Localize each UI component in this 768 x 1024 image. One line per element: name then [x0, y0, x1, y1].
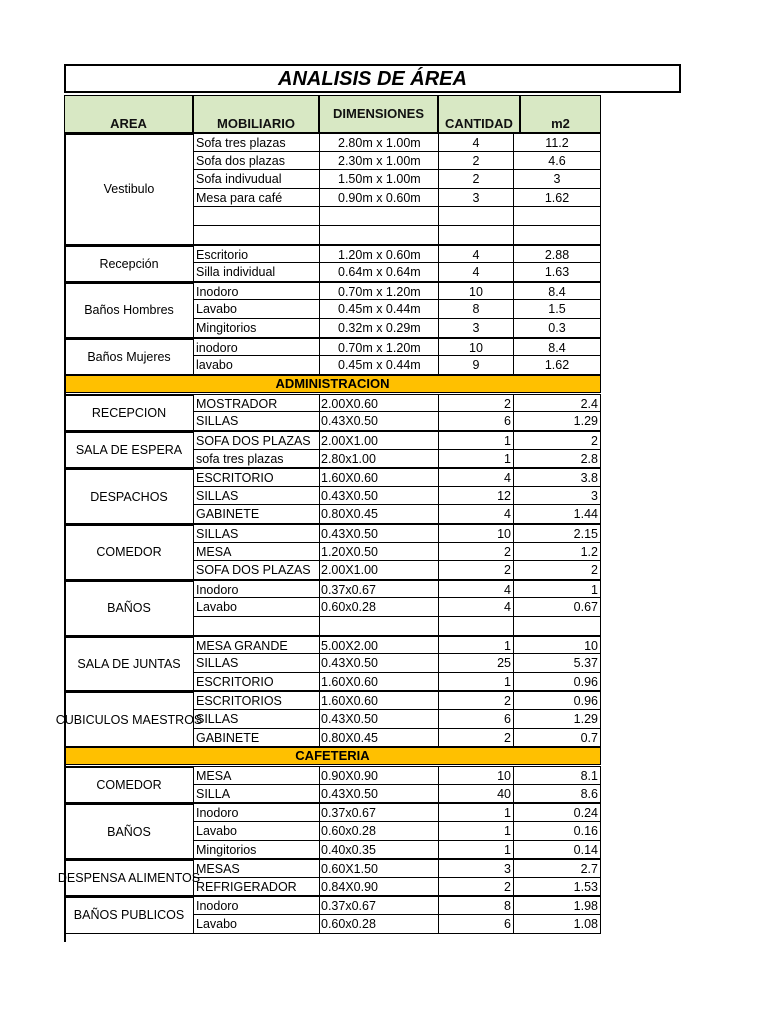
table-row — [193, 412, 601, 431]
area-label: BAÑOS — [64, 803, 193, 859]
cell-dimensiones: 0.80X0.45 — [319, 505, 438, 523]
cell-mobiliario: sofa tres plazas — [193, 450, 319, 468]
cell-cantidad: 2 — [438, 543, 513, 561]
cell-dimensiones: 0.40x0.35 — [319, 841, 438, 859]
table-row — [193, 803, 601, 822]
cell-dimensiones: 0.45m x 0.44m — [319, 300, 438, 318]
cell-dimensiones: 0.60x0.28 — [319, 598, 438, 616]
cell-m2: 0.3 — [513, 319, 601, 337]
cell-mobiliario: Lavabo — [193, 598, 319, 616]
table-row — [193, 394, 601, 413]
table-row — [193, 170, 601, 189]
cell-dimensiones: 0.60X1.50 — [319, 860, 438, 877]
cell-mobiliario: Sofa indivudual — [193, 170, 319, 188]
header-m2: m2 — [520, 95, 601, 133]
table-row — [193, 766, 601, 785]
cell-m2: 0.96 — [513, 692, 601, 709]
cell-dimensiones: 1.20X0.50 — [319, 543, 438, 561]
cell-mobiliario: Inodoro — [193, 581, 319, 598]
cell-m2: 0.67 — [513, 598, 601, 616]
cell-cantidad: 4 — [438, 263, 513, 281]
cell-cantidad: 25 — [438, 654, 513, 672]
left-border — [64, 133, 66, 942]
table-row — [193, 263, 601, 282]
table-row — [193, 896, 601, 915]
area-label: CUBICULOS MAESTROS — [64, 691, 193, 747]
table-row — [193, 617, 601, 636]
cell-dimensiones: 1.20m x 0.60m — [319, 246, 438, 263]
cell-cantidad: 1 — [438, 673, 513, 691]
cell-cantidad: 8 — [438, 300, 513, 318]
cell-m2: 8.4 — [513, 339, 601, 356]
cell-m2: 1.29 — [513, 412, 601, 430]
cell-dimensiones: 0.43X0.50 — [319, 654, 438, 672]
cell-mobiliario: Mesa para café — [193, 189, 319, 207]
cell-m2: 2.88 — [513, 246, 601, 263]
table-row — [193, 822, 601, 841]
cell-mobiliario: lavabo — [193, 356, 319, 374]
cell-mobiliario: SILLA — [193, 785, 319, 803]
cell-cantidad: 10 — [438, 283, 513, 300]
table-row — [193, 598, 601, 617]
header-dimensiones: DIMENSIONES — [319, 95, 438, 133]
cell-m2: 1 — [513, 581, 601, 598]
cell-dimensiones: 5.00X2.00 — [319, 637, 438, 654]
cell-mobiliario: ESCRITORIO — [193, 673, 319, 691]
cell-mobiliario: Inodoro — [193, 804, 319, 821]
cell-mobiliario: Inodoro — [193, 283, 319, 300]
cell-dimensiones: 0.90m x 0.60m — [319, 189, 438, 207]
cell-cantidad: 2 — [438, 170, 513, 188]
cell-dimensiones: 0.64m x 0.64m — [319, 263, 438, 281]
cell-cantidad: 1 — [438, 450, 513, 468]
cell-m2: 3 — [513, 487, 601, 505]
cell-mobiliario: SILLAS — [193, 412, 319, 430]
table-row — [193, 226, 601, 245]
cell-m2: 5.37 — [513, 654, 601, 672]
cell-dimensiones: 0.43X0.50 — [319, 710, 438, 728]
table-row — [193, 431, 601, 450]
area-label: DESPENSA ALIMENTOS — [64, 859, 193, 896]
cell-mobiliario: GABINETE — [193, 505, 319, 523]
cell-mobiliario: SOFA DOS PLAZAS — [193, 432, 319, 449]
cell-m2: 8.6 — [513, 785, 601, 803]
table-row — [193, 505, 601, 524]
cell-m2: 1.5 — [513, 300, 601, 318]
cell-dimensiones: 1.60X0.60 — [319, 673, 438, 691]
cell-mobiliario — [193, 226, 319, 244]
section-header: CAFETERIA — [64, 747, 601, 765]
table-row — [193, 710, 601, 729]
cell-dimensiones: 0.43X0.50 — [319, 487, 438, 505]
cell-dimensiones: 0.84X0.90 — [319, 878, 438, 896]
cell-dimensiones: 2.00X1.00 — [319, 561, 438, 579]
area-label: Baños Mujeres — [64, 338, 193, 375]
cell-dimensiones: 0.80X0.45 — [319, 729, 438, 747]
cell-dimensiones: 2.00X0.60 — [319, 395, 438, 412]
area-label: SALA DE ESPERA — [64, 431, 193, 468]
cell-dimensiones: 0.70m x 1.20m — [319, 283, 438, 300]
table-row — [193, 859, 601, 878]
cell-mobiliario — [193, 207, 319, 225]
cell-m2: 8.4 — [513, 283, 601, 300]
table-row — [193, 319, 601, 338]
cell-cantidad: 1 — [438, 822, 513, 840]
cell-dimensiones: 0.37x0.67 — [319, 581, 438, 598]
cell-mobiliario: Sofa dos plazas — [193, 152, 319, 170]
cell-m2: 8.1 — [513, 767, 601, 784]
cell-cantidad: 9 — [438, 356, 513, 374]
table-row — [193, 338, 601, 357]
cell-dimensiones: 0.32m x 0.29m — [319, 319, 438, 337]
cell-cantidad: 4 — [438, 581, 513, 598]
cell-mobiliario: Inodoro — [193, 897, 319, 914]
area-label: Recepción — [64, 245, 193, 282]
table-row — [193, 356, 601, 375]
table-row — [193, 300, 601, 319]
cell-dimensiones: 0.60x0.28 — [319, 822, 438, 840]
cell-mobiliario: Sofa tres plazas — [193, 134, 319, 151]
table-row — [193, 691, 601, 710]
table-row — [193, 729, 601, 748]
section-header: ADMINISTRACION — [64, 375, 601, 393]
cell-cantidad: 12 — [438, 487, 513, 505]
cell-mobiliario: Mingitorios — [193, 841, 319, 859]
cell-dimensiones: 1.50m x 1.00m — [319, 170, 438, 188]
cell-mobiliario: Lavabo — [193, 915, 319, 933]
table-row — [193, 543, 601, 562]
cell-dimensiones: 0.90X0.90 — [319, 767, 438, 784]
cell-mobiliario: ESCRITORIOS — [193, 692, 319, 709]
cell-m2: 0.7 — [513, 729, 601, 747]
cell-m2: 2.4 — [513, 395, 601, 412]
cell-cantidad — [438, 226, 513, 244]
table-row — [193, 450, 601, 469]
cell-m2: 1.62 — [513, 189, 601, 207]
cell-dimensiones: 2.80x1.00 — [319, 450, 438, 468]
cell-mobiliario: MOSTRADOR — [193, 395, 319, 412]
cell-cantidad: 4 — [438, 598, 513, 616]
table-row — [193, 561, 601, 580]
cell-m2: 0.14 — [513, 841, 601, 859]
cell-m2: 1.53 — [513, 878, 601, 896]
cell-cantidad: 4 — [438, 134, 513, 151]
cell-mobiliario: inodoro — [193, 339, 319, 356]
cell-mobiliario: Escritorio — [193, 246, 319, 263]
area-label: DESPACHOS — [64, 468, 193, 524]
cell-mobiliario: REFRIGERADOR — [193, 878, 319, 896]
area-label: Baños Hombres — [64, 282, 193, 338]
cell-cantidad: 1 — [438, 432, 513, 449]
cell-m2: 2 — [513, 432, 601, 449]
cell-dimensiones: 1.60X0.60 — [319, 469, 438, 486]
cell-dimensiones: 0.43X0.50 — [319, 525, 438, 542]
table-row — [193, 524, 601, 543]
cell-mobiliario: Lavabo — [193, 300, 319, 318]
cell-cantidad: 4 — [438, 246, 513, 263]
cell-cantidad: 2 — [438, 152, 513, 170]
cell-cantidad: 2 — [438, 692, 513, 709]
cell-mobiliario: Lavabo — [193, 822, 319, 840]
cell-mobiliario: MESA — [193, 767, 319, 784]
cell-cantidad: 6 — [438, 915, 513, 933]
cell-cantidad: 10 — [438, 525, 513, 542]
cell-m2: 4.6 — [513, 152, 601, 170]
cell-m2: 1.2 — [513, 543, 601, 561]
table-row — [193, 915, 601, 934]
cell-mobiliario: Mingitorios — [193, 319, 319, 337]
cell-m2: 1.98 — [513, 897, 601, 914]
cell-cantidad: 4 — [438, 469, 513, 486]
area-label: BAÑOS — [64, 580, 193, 636]
cell-dimensiones: 2.00X1.00 — [319, 432, 438, 449]
header-cantidad: CANTIDAD — [438, 95, 520, 133]
cell-m2: 2 — [513, 561, 601, 579]
cell-cantidad: 6 — [438, 710, 513, 728]
cell-m2 — [513, 617, 601, 635]
cell-cantidad: 1 — [438, 804, 513, 821]
table-row — [193, 785, 601, 804]
area-label: RECEPCION — [64, 394, 193, 431]
cell-mobiliario: GABINETE — [193, 729, 319, 747]
cell-dimensiones: 0.70m x 1.20m — [319, 339, 438, 356]
cell-dimensiones: 0.43X0.50 — [319, 785, 438, 803]
table-row — [193, 189, 601, 208]
cell-dimensiones: 0.45m x 0.44m — [319, 356, 438, 374]
cell-m2: 2.8 — [513, 450, 601, 468]
cell-cantidad: 6 — [438, 412, 513, 430]
table-row — [193, 673, 601, 692]
cell-mobiliario: Silla individual — [193, 263, 319, 281]
cell-dimensiones — [319, 617, 438, 635]
table-row — [193, 654, 601, 673]
table-row — [193, 487, 601, 506]
cell-cantidad: 2 — [438, 561, 513, 579]
cell-dimensiones — [319, 207, 438, 225]
cell-m2: 0.24 — [513, 804, 601, 821]
area-label: BAÑOS PUBLICOS — [64, 896, 193, 933]
cell-m2: 3 — [513, 170, 601, 188]
cell-cantidad: 2 — [438, 729, 513, 747]
cell-cantidad: 2 — [438, 878, 513, 896]
cell-mobiliario: MESA GRANDE — [193, 637, 319, 654]
cell-mobiliario: SOFA DOS PLAZAS — [193, 561, 319, 579]
cell-cantidad: 3 — [438, 319, 513, 337]
cell-mobiliario: SILLAS — [193, 525, 319, 542]
cell-dimensiones: 2.80m x 1.00m — [319, 134, 438, 151]
cell-dimensiones: 2.30m x 1.00m — [319, 152, 438, 170]
table-row — [193, 207, 601, 226]
area-label: COMEDOR — [64, 524, 193, 580]
cell-m2: 1.62 — [513, 356, 601, 374]
cell-cantidad — [438, 207, 513, 225]
cell-m2: 2.15 — [513, 525, 601, 542]
cell-mobiliario — [193, 617, 319, 635]
header-mobiliario: MOBILIARIO — [193, 95, 319, 133]
area-label: COMEDOR — [64, 766, 193, 803]
cell-cantidad: 10 — [438, 339, 513, 356]
cell-m2: 0.96 — [513, 673, 601, 691]
cell-m2: 0.16 — [513, 822, 601, 840]
header-area: AREA — [64, 95, 193, 133]
table-row — [193, 468, 601, 487]
table-row — [193, 636, 601, 655]
cell-mobiliario: SILLAS — [193, 710, 319, 728]
cell-cantidad: 1 — [438, 637, 513, 654]
cell-m2: 11.2 — [513, 134, 601, 151]
cell-cantidad: 2 — [438, 395, 513, 412]
cell-m2: 10 — [513, 637, 601, 654]
cell-cantidad: 8 — [438, 897, 513, 914]
cell-m2 — [513, 207, 601, 225]
area-label: SALA DE JUNTAS — [64, 636, 193, 692]
cell-cantidad: 3 — [438, 189, 513, 207]
cell-mobiliario: ESCRITORIO — [193, 469, 319, 486]
cell-mobiliario: MESA — [193, 543, 319, 561]
table-row — [193, 152, 601, 171]
cell-dimensiones — [319, 226, 438, 244]
cell-dimensiones: 0.37x0.67 — [319, 897, 438, 914]
table-row — [193, 133, 601, 152]
cell-dimensiones: 0.37x0.67 — [319, 804, 438, 821]
cell-dimensiones: 0.43X0.50 — [319, 412, 438, 430]
cell-cantidad: 4 — [438, 505, 513, 523]
table-row — [193, 841, 601, 860]
cell-dimensiones: 1.60X0.60 — [319, 692, 438, 709]
cell-m2: 1.63 — [513, 263, 601, 281]
cell-m2: 1.29 — [513, 710, 601, 728]
cell-m2 — [513, 226, 601, 244]
page-title: ANALISIS DE ÁREA — [64, 64, 681, 93]
table-row — [193, 580, 601, 599]
table-row — [193, 282, 601, 301]
area-label: Vestibulo — [64, 133, 193, 245]
cell-m2: 3.8 — [513, 469, 601, 486]
cell-cantidad: 10 — [438, 767, 513, 784]
cell-m2: 1.44 — [513, 505, 601, 523]
table-row — [193, 245, 601, 264]
cell-m2: 1.08 — [513, 915, 601, 933]
cell-cantidad — [438, 617, 513, 635]
cell-mobiliario: MESAS — [193, 860, 319, 877]
table-row — [193, 878, 601, 897]
cell-m2: 2.7 — [513, 860, 601, 877]
cell-cantidad: 40 — [438, 785, 513, 803]
cell-cantidad: 1 — [438, 841, 513, 859]
cell-mobiliario: SILLAS — [193, 654, 319, 672]
cell-dimensiones: 0.60x0.28 — [319, 915, 438, 933]
cell-mobiliario: SILLAS — [193, 487, 319, 505]
cell-cantidad: 3 — [438, 860, 513, 877]
